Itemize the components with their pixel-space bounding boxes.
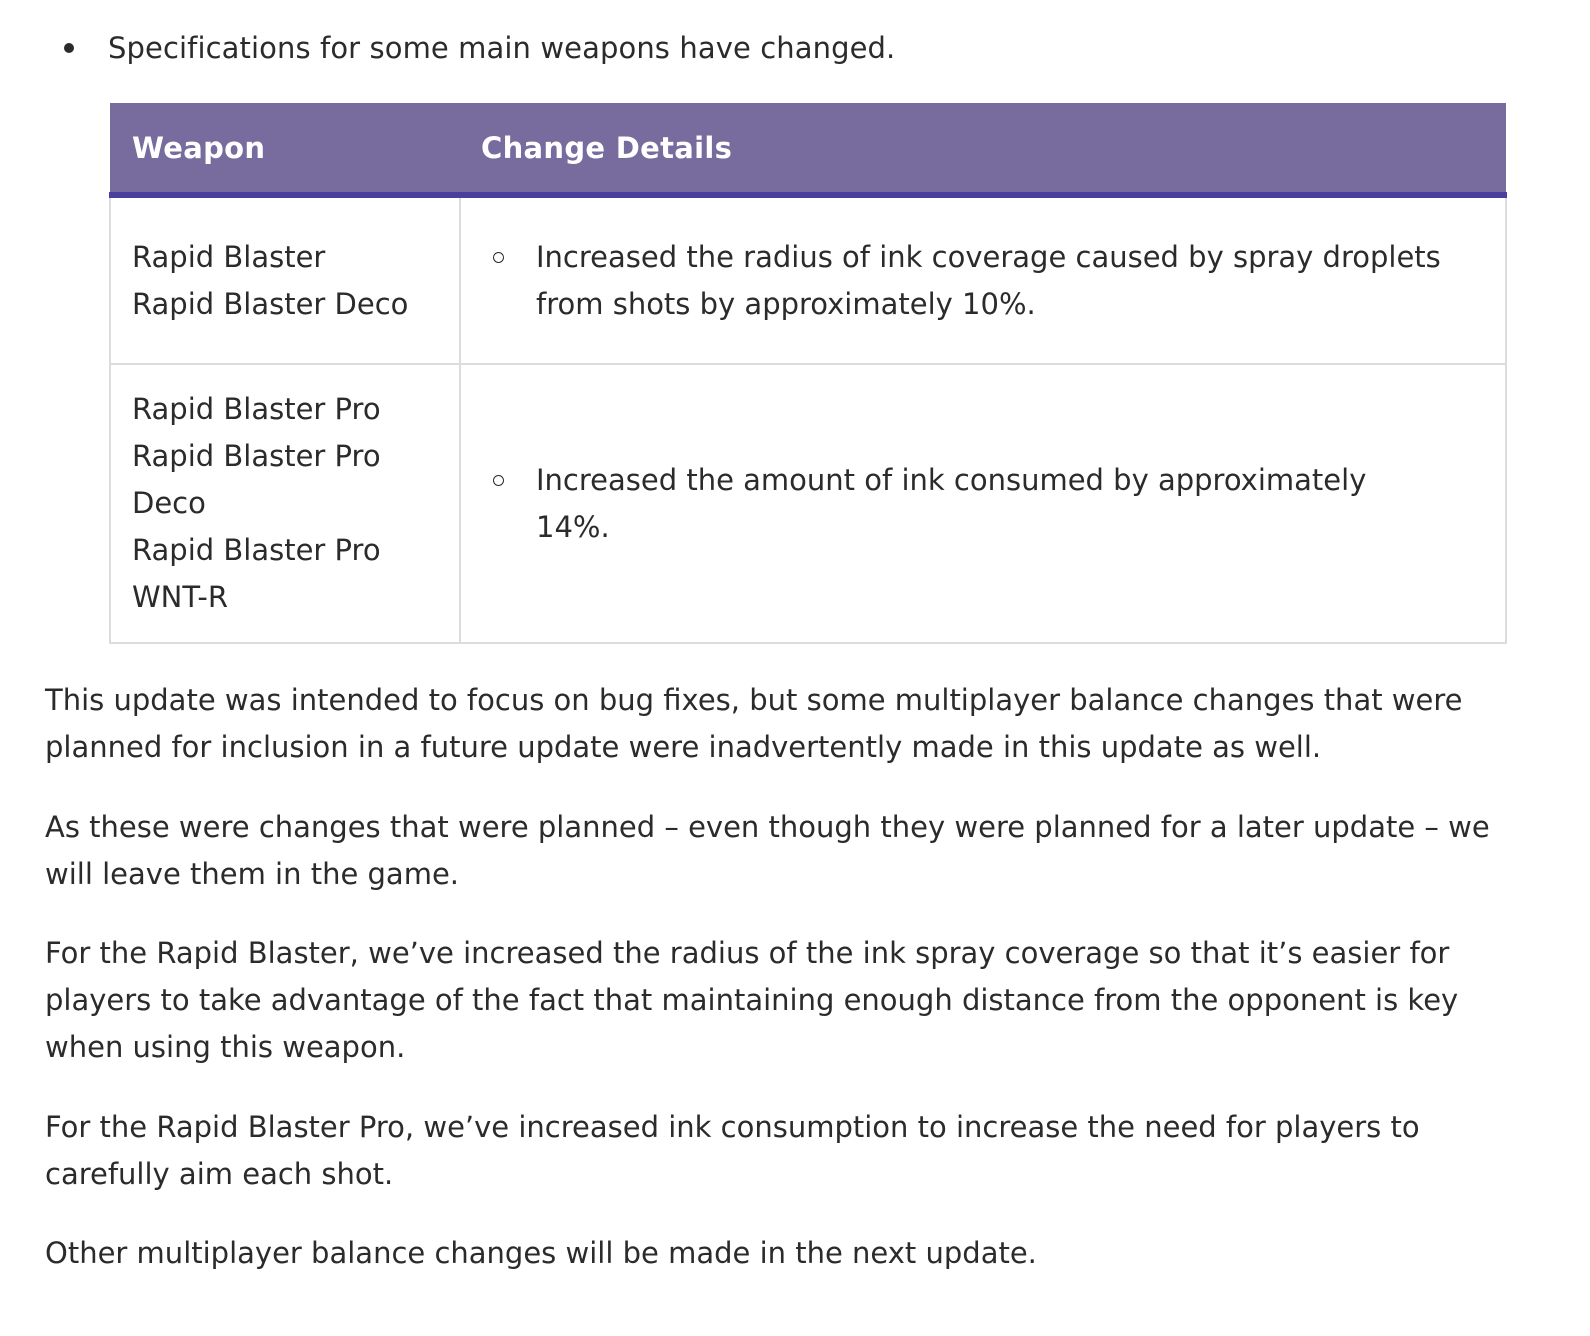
details-cell <box>460 364 1506 643</box>
circle-bullet-icon <box>493 252 504 263</box>
weapon-changes-table <box>109 103 1507 644</box>
table-header-row <box>110 103 1506 195</box>
weapon-cell <box>110 364 460 643</box>
weapon-name: Rapid Blaster Deco <box>132 286 409 321</box>
weapon-name: Rapid Blaster Pro <box>132 392 381 426</box>
weapon-cell <box>110 195 460 364</box>
header-weapon: Weapon <box>110 103 460 195</box>
table-row <box>110 195 1506 364</box>
bullet-item <box>64 24 895 72</box>
detail-list-item <box>461 457 1505 551</box>
paragraph-rapid-blaster-pro: For the Rapid Blaster Pro, we’ve increased ink consumption to increase the need for players to carefully aim each shot. <box>45 1110 1420 1191</box>
paragraph-next-update: Other multiplayer balance changes will be made in the next update. <box>45 1236 1037 1270</box>
header-change-details: Change Details <box>460 103 1506 195</box>
weapon-name: Rapid Blaster Pro Deco <box>132 439 381 520</box>
weapon-name: Rapid Blaster <box>132 239 326 274</box>
details-cell <box>460 195 1506 364</box>
paragraph-planned-changes: As these were changes that were planned – even though they were planned for a later update – we will leave them in the game. <box>45 810 1490 891</box>
bullet-text: Specifications for some main weapons have changed. <box>108 31 896 65</box>
weapon-name: Rapid Blaster Pro WNT-R <box>132 533 381 614</box>
paragraph-bug-fix-focus: This update was intended to focus on bug fixes, but some multiplayer balance changes that were planned for inclusion in a future update were inadvertently made in this update as well. <box>45 683 1463 764</box>
paragraph-rapid-blaster: For the Rapid Blaster, we’ve increased the radius of the ink spray coverage so that it’s easier for players to take advantage of the fact that maintaining enough distance from the opponent is key when using this weapon. <box>45 936 1459 1064</box>
detail-text: Increased the amount of ink consumed by approximately 14%. <box>536 462 1367 544</box>
table-row <box>110 364 1506 643</box>
detail-list-item <box>461 234 1505 328</box>
detail-text: Increased the radius of ink coverage caused by spray droplets from shots by approximately 10%. <box>536 239 1441 321</box>
circle-bullet-icon <box>493 475 504 486</box>
bullet-dot-icon <box>64 43 74 53</box>
